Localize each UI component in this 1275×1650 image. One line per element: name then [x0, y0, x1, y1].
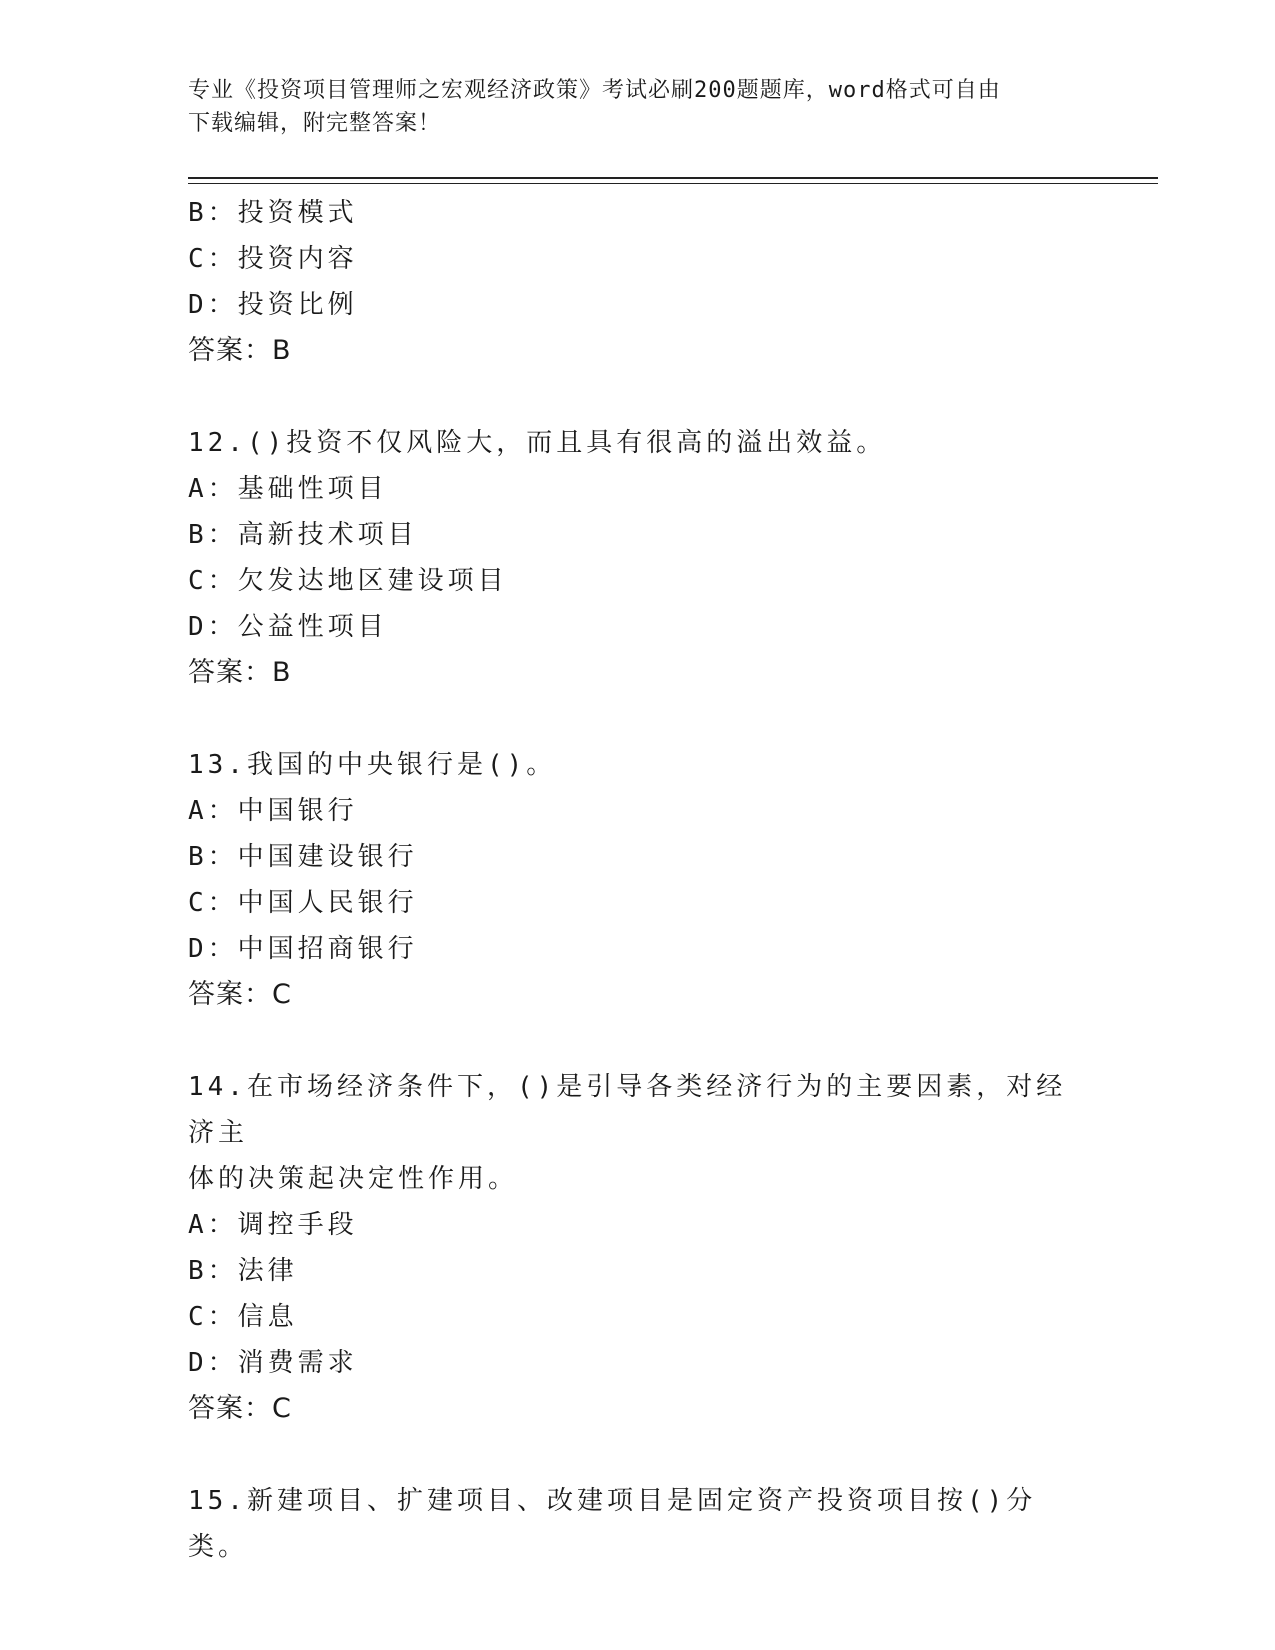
answer: 答案：C	[188, 979, 292, 1010]
option-c: C：中国人民银行	[188, 888, 418, 918]
option-c: C：信息	[188, 1302, 298, 1332]
option-a: A：中国银行	[188, 796, 358, 826]
option-c: C：投资内容	[188, 244, 358, 274]
answer: 答案：C	[188, 1393, 292, 1424]
header-rule-thick	[188, 177, 1158, 179]
question-text: 12.()投资不仅风险大，而且具有很高的溢出效益。	[188, 428, 887, 458]
answer: 答案：B	[188, 335, 292, 366]
header-line-1: 专业《投资项目管理师之宏观经济政策》考试必刷200题题库，word格式可自由	[188, 78, 1001, 103]
option-d: D：消费需求	[188, 1348, 358, 1378]
question-text: 15.新建项目、扩建项目、改建项目是固定资产投资项目按()分类。	[188, 1486, 1037, 1562]
question-list	[188, 190, 1088, 1570]
spacer	[188, 374, 1088, 420]
option-d: D：中国招商银行	[188, 934, 418, 964]
question-text: 13.我国的中央银行是()。	[188, 750, 557, 780]
question-13	[188, 742, 1088, 1018]
option-a: A：基础性项目	[188, 474, 388, 504]
spacer	[188, 1018, 1088, 1064]
answer: 答案：B	[188, 657, 292, 688]
question-text-line-2: 体的决策起决定性作用。	[188, 1164, 519, 1194]
option-d: D：公益性项目	[188, 612, 388, 642]
option-b: B：中国建设银行	[188, 842, 418, 872]
header-line-2: 下载编辑，附完整答案！	[188, 111, 442, 136]
question-12	[188, 420, 1088, 696]
option-b: B：高新技术项目	[188, 520, 418, 550]
option-d: D：投资比例	[188, 290, 358, 320]
question-14	[188, 1064, 1088, 1432]
question-text-line-1: 14.在市场经济条件下，()是引导各类经济行为的主要因素，对经济主	[188, 1072, 1067, 1148]
question-15	[188, 1478, 1088, 1570]
header-rule-thin	[188, 183, 1158, 184]
spacer	[188, 1432, 1088, 1478]
option-a: A：调控手段	[188, 1210, 358, 1240]
option-b: B：法律	[188, 1256, 298, 1286]
option-b: B：投资模式	[188, 198, 358, 228]
document-header	[188, 74, 1088, 140]
question-11	[188, 190, 1088, 374]
option-c: C：欠发达地区建设项目	[188, 566, 508, 596]
spacer	[188, 696, 1088, 742]
